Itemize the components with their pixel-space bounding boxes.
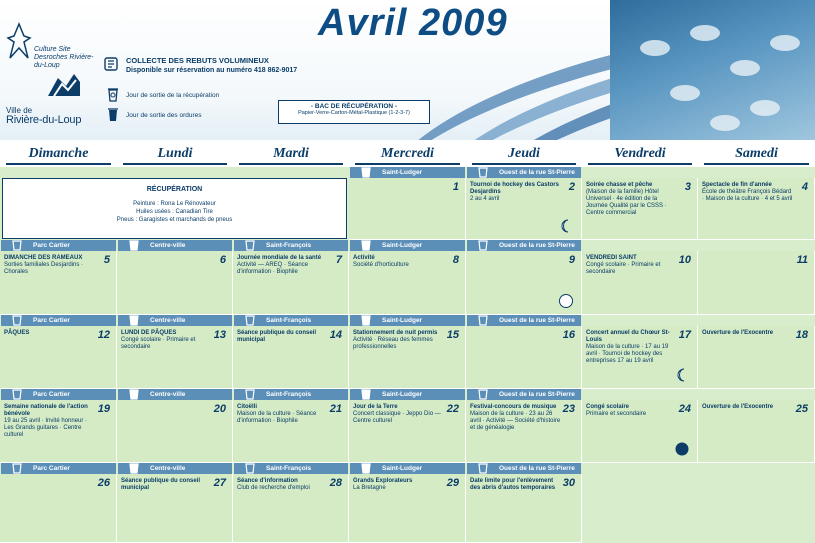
collection-zone-strip — [1, 315, 116, 326]
day-events — [586, 182, 677, 217]
day-header-mardi: Mardi — [233, 140, 349, 167]
day-events — [237, 255, 328, 276]
event-details: Congé scolaire · Primaire et secondaire — [586, 262, 661, 275]
day-number: 16 — [562, 329, 575, 341]
day-number: 23 — [562, 403, 575, 415]
bac-title: - BAC DE RÉCUPÉRATION - — [310, 103, 398, 110]
day-cell[interactable] — [117, 326, 233, 389]
collection-zone-strip — [118, 463, 232, 474]
collection-zone-label: Saint-Ludger — [382, 465, 423, 472]
event-title: Séance publique du conseil municipal — [121, 478, 201, 491]
collection-zone-label: Ouest de la rue St-Pierre — [499, 169, 575, 176]
event-details: Société d'horticulture — [353, 262, 409, 268]
collection-zone-label: Parc Cartier — [33, 317, 70, 324]
event-title: Journée mondiale de la santé — [237, 255, 322, 261]
event-title: Concert annuel du Chœur St-Louis — [586, 330, 670, 343]
day-number: 14 — [329, 329, 342, 341]
day-events — [121, 478, 212, 492]
collect-truck-icon — [104, 56, 118, 72]
event-title: Tournoi de hockey des Castors Desjardins — [470, 182, 559, 195]
moon-crescent-icon — [558, 218, 574, 234]
garbage-bin-icon — [128, 315, 140, 326]
bac-subtitle: Papier-Verre-Carton-Métal-Plastique (1-2-3-7) — [298, 110, 410, 116]
moon-full-icon — [558, 293, 574, 309]
garbage-bin-icon — [128, 240, 140, 251]
day-number: 26 — [97, 477, 110, 489]
collection-zone-strip — [234, 240, 348, 251]
calendar-grid — [0, 167, 815, 543]
collection-zone-label: Ouest de la rue St-Pierre — [499, 242, 575, 249]
collection-zone-strip — [350, 389, 465, 400]
day-number: 12 — [97, 329, 110, 341]
day-events — [586, 330, 677, 365]
collection-zone-strip — [118, 389, 232, 400]
event-details: Club de recherche d'emploi — [237, 485, 310, 491]
day-number: 6 — [219, 254, 226, 266]
recycling-bin-icon — [244, 463, 256, 474]
day-events — [237, 330, 328, 344]
recycling-bin-icon — [11, 315, 23, 326]
day-number: 9 — [568, 254, 575, 266]
event-title: Grands Explorateurs — [353, 478, 413, 484]
recup-line: Huiles usées : Canadian Tire — [136, 209, 213, 215]
collection-zone-strip — [350, 315, 465, 326]
day-events — [237, 478, 328, 492]
day-cell[interactable] — [466, 400, 582, 463]
city-logo-small: Ville de — [6, 106, 33, 115]
day-events — [470, 404, 561, 432]
day-cell[interactable] — [0, 326, 117, 389]
day-number: 18 — [795, 329, 808, 341]
collection-zone-strip — [1, 463, 116, 474]
day-cell[interactable] — [349, 251, 466, 315]
day-header-samedi: Samedi — [698, 140, 815, 167]
day-header-mercredi: Mercredi — [349, 140, 466, 167]
collection-zone-label: Saint-François — [266, 391, 312, 398]
event-title: Ouverture de l'Exocentre — [702, 404, 774, 410]
day-header-vendredi: Vendredi — [582, 140, 698, 167]
event-title: Citoëlli — [237, 404, 258, 410]
city-logo-name: Rivière-du-Loup — [6, 114, 82, 126]
collection-zone-label: Parc Cartier — [33, 242, 70, 249]
event-details: Maison de la culture · 17 au 19 avril · Tournoi de hockey des entreprises 17 au 19 avril — [586, 344, 669, 364]
day-header-dimanche: Dimanche — [0, 140, 117, 167]
collection-zone-label: Saint-Ludger — [382, 242, 423, 249]
garbage-bin-icon — [360, 315, 372, 326]
moon-new-icon — [674, 441, 690, 457]
day-cell[interactable] — [349, 474, 466, 543]
day-number: 30 — [562, 477, 575, 489]
collection-zone-label: Centre-ville — [150, 391, 186, 398]
collection-zone-strip — [118, 315, 232, 326]
collection-zone-strip — [350, 240, 465, 251]
day-cell[interactable] — [349, 400, 466, 463]
event-details: 2 au 4 avril — [470, 196, 500, 202]
day-cell[interactable] — [233, 474, 349, 543]
event-details: Activité — AREQ · Séance d'information · Biophile — [237, 262, 309, 275]
garbage-bin-icon — [128, 389, 140, 400]
day-number: 3 — [684, 181, 691, 193]
collection-zone-label: Saint-Ludger — [382, 391, 423, 398]
collection-zone-label: Ouest de la rue St-Pierre — [499, 465, 575, 472]
recycling-bin-icon — [477, 463, 489, 474]
day-events — [4, 330, 96, 337]
day-events — [470, 478, 561, 492]
recycling-bin-icon — [477, 167, 489, 178]
event-details: La Bretagne — [353, 485, 386, 491]
day-cell[interactable] — [0, 251, 117, 315]
day-number: 19 — [97, 403, 110, 415]
day-cell[interactable] — [349, 178, 466, 240]
day-cell[interactable] — [582, 178, 698, 240]
recup-line: Peinture : Rona Le Rénovateur — [133, 201, 216, 207]
collection-zone-strip — [234, 389, 348, 400]
day-events — [470, 182, 561, 203]
day-number: 15 — [446, 329, 459, 341]
event-title: LUNDI DE PÂQUES — [121, 330, 177, 336]
day-events — [237, 404, 328, 425]
recycling-bin-icon — [477, 240, 489, 251]
recycling-bin-icon — [477, 389, 489, 400]
day-number: 4 — [801, 181, 808, 193]
event-title: Activité — [353, 255, 375, 261]
day-cell[interactable] — [698, 178, 815, 240]
day-number: 7 — [335, 254, 342, 266]
legend-recup-text: Jour de sortie de la récupération — [126, 92, 220, 99]
event-title: Congé scolaire — [586, 404, 630, 410]
garbage-bin-icon — [360, 167, 372, 178]
day-events — [353, 330, 445, 351]
event-title: VENDREDI SAINT — [586, 255, 637, 261]
event-details: Activité · Réseau des femmes professionnelles — [353, 337, 433, 350]
day-events — [353, 404, 445, 425]
event-details: (Maison de la famille) Hôtel Universel · 4e édition de la Journée Qualité par le CSSS · Centre commercial — [586, 189, 667, 216]
event-title: DIMANCHE DES RAMEAUX — [4, 255, 83, 261]
event-details: Congé scolaire · Primaire et secondaire — [121, 337, 196, 350]
collection-zone-label: Parc Cartier — [33, 391, 70, 398]
collection-zone-strip — [118, 240, 232, 251]
day-number: 25 — [795, 403, 808, 415]
event-details: Concert classique · Jeppo Dio — Centre culturel — [353, 411, 441, 424]
collect-title: COLLECTE DES REBUTS VOLUMINEUX — [126, 56, 269, 65]
collection-zone-label: Ouest de la rue St-Pierre — [499, 317, 575, 324]
collection-zone-strip — [350, 463, 465, 474]
collection-zone-strip — [467, 167, 581, 178]
day-number: 28 — [329, 477, 342, 489]
day-cell[interactable] — [233, 251, 349, 315]
collection-zone-strip — [467, 389, 581, 400]
event-details: Primaire et secondaire — [586, 411, 647, 417]
day-events — [586, 404, 677, 418]
day-cell[interactable] — [698, 251, 815, 315]
day-events — [702, 330, 794, 337]
recycling-bin-icon — [244, 240, 256, 251]
collection-zone-label: Ouest de la rue St-Pierre — [499, 391, 575, 398]
recuperation-info-box — [2, 178, 347, 239]
day-header-lundi: Lundi — [117, 140, 233, 167]
culture-logo-icon — [6, 22, 32, 62]
collection-zone-label: Parc Cartier — [33, 465, 70, 472]
event-title: Soirée chasse et pêche — [586, 182, 653, 188]
culture-logo-text: Culture Site Desroches Rivière-du-Loup — [34, 46, 94, 69]
day-cell[interactable] — [0, 474, 117, 543]
event-title: PÂQUES — [4, 330, 30, 336]
event-title: Jour de la Terre — [353, 404, 398, 410]
collection-zone-strip — [467, 463, 581, 474]
event-details: Sorties familiales Desjardins · Chorales — [4, 262, 84, 275]
day-number: 21 — [329, 403, 342, 415]
day-cell[interactable] — [698, 400, 815, 463]
day-events — [121, 330, 212, 351]
day-events — [4, 404, 96, 439]
collection-zone-label: Saint-François — [266, 242, 312, 249]
garbage-bin-icon — [360, 463, 372, 474]
collection-zone-strip — [350, 167, 465, 178]
day-number: 20 — [213, 403, 226, 415]
calendar-title: Avril 2009 — [318, 2, 508, 44]
logos — [4, 18, 94, 138]
garbage-bin-icon — [360, 240, 372, 251]
day-number: 24 — [678, 403, 691, 415]
day-number: 8 — [452, 254, 459, 266]
collection-zone-strip — [234, 463, 348, 474]
event-title: Spectacle de fin d'année — [702, 182, 772, 188]
calendar-header — [0, 0, 815, 140]
day-events — [702, 182, 794, 203]
garbage-bin-icon — [360, 389, 372, 400]
collect-subtitle: Disponible sur réservation au numéro 418 862-9017 — [126, 67, 298, 74]
moon-crescent-icon — [674, 367, 690, 383]
collection-zone-label: Saint-François — [266, 465, 312, 472]
day-number: 1 — [452, 181, 459, 193]
day-number: 11 — [796, 254, 808, 266]
day-cell[interactable] — [233, 326, 349, 389]
day-events — [586, 255, 677, 276]
event-title: Festival-concours de musique — [470, 404, 557, 410]
day-events — [353, 478, 445, 492]
recycling-bin-icon — [11, 389, 23, 400]
day-number: 5 — [103, 254, 110, 266]
recycling-bin-box — [278, 100, 430, 124]
day-cell[interactable] — [698, 326, 815, 389]
day-number: 13 — [213, 329, 226, 341]
day-events — [702, 404, 794, 411]
event-title: Stationnement de nuit permis — [353, 330, 438, 336]
day-cell[interactable] — [233, 400, 349, 463]
event-title: Séance publique du conseil municipal — [237, 330, 317, 343]
event-title: Semaine nationale de l'action bénévole — [4, 404, 88, 417]
day-events — [353, 255, 445, 269]
collection-zone-strip — [467, 315, 581, 326]
garbage-bin-icon — [128, 463, 140, 474]
collection-zone-label: Saint-François — [266, 317, 312, 324]
recycling-bin-icon — [106, 86, 120, 102]
day-header-jeudi: Jeudi — [466, 140, 582, 167]
city-logo-icon — [48, 74, 80, 96]
day-number: 29 — [446, 477, 459, 489]
recycling-bin-icon — [11, 240, 23, 251]
recycling-bin-icon — [477, 315, 489, 326]
recycling-bin-icon — [11, 463, 23, 474]
day-cell[interactable] — [0, 400, 117, 463]
day-events — [4, 255, 96, 276]
day-cell[interactable] — [117, 474, 233, 543]
day-number: 22 — [446, 403, 459, 415]
day-cell[interactable] — [117, 251, 233, 315]
event-title: Séance d'information — [237, 478, 298, 484]
recup-title: RÉCUPÉRATION — [146, 186, 203, 193]
weekday-header-row — [0, 140, 815, 167]
day-cell[interactable] — [349, 326, 466, 389]
day-cell[interactable] — [466, 474, 582, 543]
event-title: Ouverture de l'Exocentre — [702, 330, 774, 336]
day-number: 2 — [568, 181, 575, 193]
collection-zone-strip — [234, 315, 348, 326]
legend-ordures-text: Jour de sortie des ordures — [126, 112, 202, 119]
event-details: Maison de la culture · 23 au 26 avril · Activité — Société d'histoire et de généalogie — [470, 411, 561, 431]
garbage-bin-icon — [106, 106, 120, 122]
day-cell[interactable] — [582, 251, 698, 315]
collection-zone-label: Centre-ville — [150, 317, 186, 324]
collection-zone-strip — [1, 240, 116, 251]
day-number: 27 — [213, 477, 226, 489]
collection-zone-strip — [1, 389, 116, 400]
event-details: École de théâtre François Bédard · Maison de la culture · 4 et 5 avril — [702, 189, 793, 202]
recycling-bin-icon — [244, 389, 256, 400]
day-number: 10 — [678, 254, 691, 266]
collection-zone-label: Centre-ville — [150, 242, 186, 249]
day-cell[interactable] — [466, 326, 582, 389]
collection-zone-label: Centre-ville — [150, 465, 186, 472]
day-cell[interactable] — [117, 400, 233, 463]
snow-geese-photo — [610, 0, 815, 140]
event-title: Date limite pour l'enlèvement des abris d'autos temporaires — [470, 478, 556, 491]
event-details: Maison de la culture · Séance d'information · Biophile — [237, 411, 317, 424]
collection-zone-label: Saint-Ludger — [382, 317, 423, 324]
recycling-bin-icon — [244, 315, 256, 326]
collection-zone-strip — [467, 240, 581, 251]
day-number: 17 — [678, 329, 691, 341]
collection-zone-label: Saint-Ludger — [382, 169, 423, 176]
event-details: 19 au 25 avril · Invité honneur · Les Grands guitares · Centre culturel — [4, 418, 88, 438]
recup-line: Pneus : Garagistes et marchands de pneus — [116, 217, 233, 223]
